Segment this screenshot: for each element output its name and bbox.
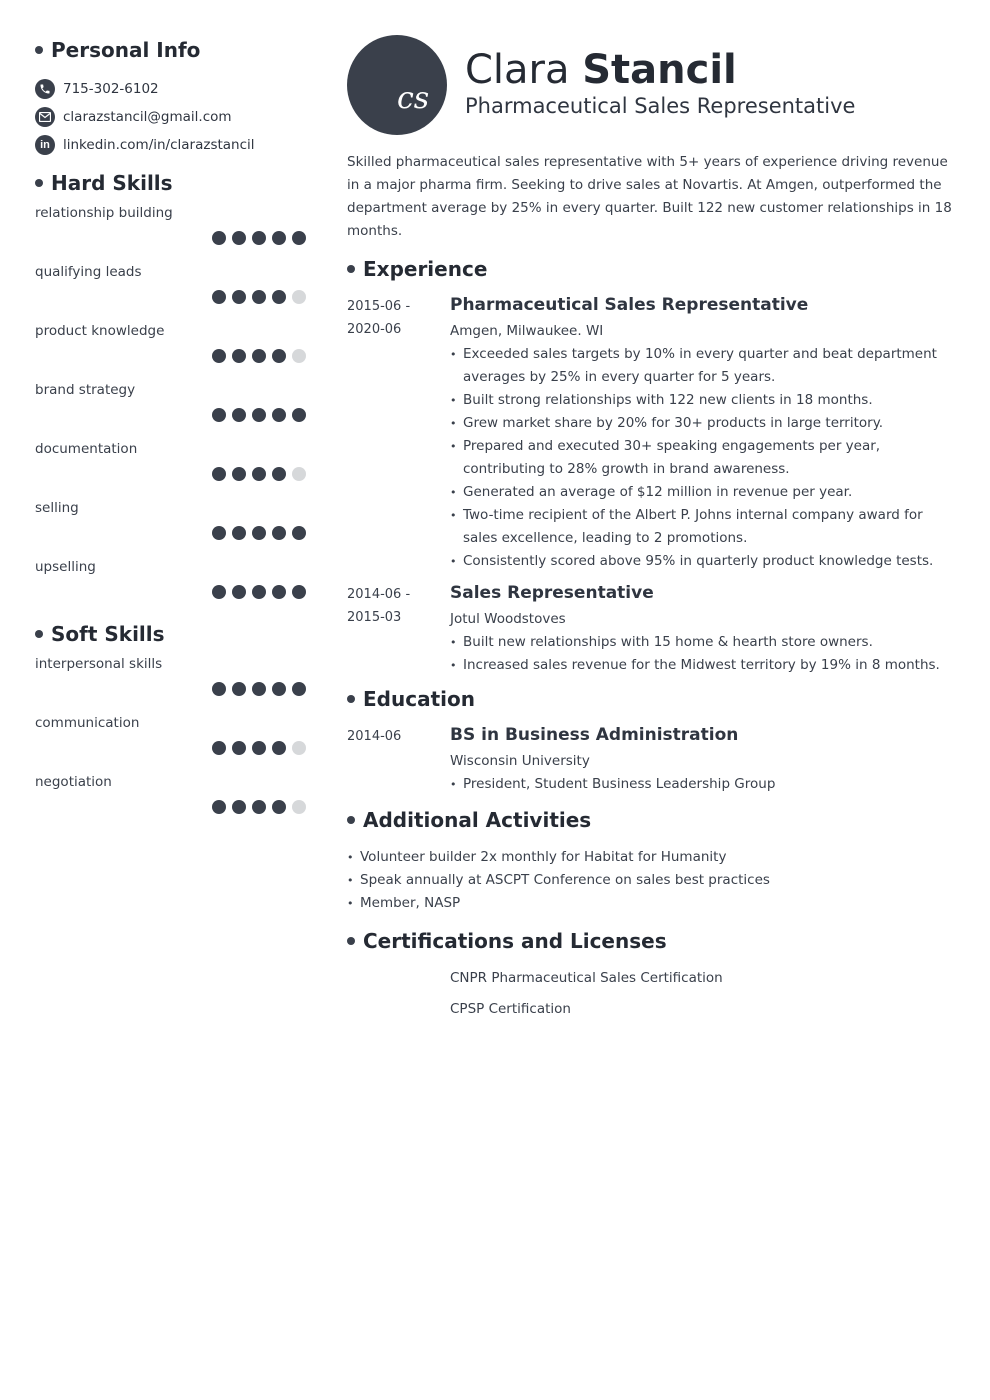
rating-dot-filled: [252, 585, 266, 599]
skill-item: [35, 323, 307, 382]
rating-dot-filled: [252, 290, 266, 304]
rating-dot-filled: [232, 800, 246, 814]
skill-item: [35, 500, 307, 559]
right-column: [347, 35, 957, 1029]
job-title: Pharmaceutical Sales Representative: [450, 295, 809, 315]
soft-skills-heading: [35, 622, 307, 646]
education-entry: [347, 725, 957, 796]
full-name: [465, 46, 855, 94]
bullet-dot-icon: [347, 937, 355, 945]
skill-name: interpersonal skills: [35, 656, 163, 672]
email-icon: [35, 107, 55, 127]
certifications-list: [450, 967, 957, 1021]
skill-item: [35, 715, 307, 774]
skill-rating: [212, 526, 306, 540]
soft-skills-list: [35, 656, 307, 833]
job-bullets: [450, 343, 957, 573]
certifications-section: [347, 929, 957, 1021]
rating-dot-empty: [292, 290, 306, 304]
rating-dot-filled: [212, 741, 226, 755]
job-org: Amgen, Milwaukee. WI: [450, 323, 604, 339]
rating-dot-filled: [272, 231, 286, 245]
skill-rating: [212, 585, 306, 599]
skill-rating: [212, 231, 306, 245]
job-body: [450, 583, 957, 677]
skill-rating: [212, 467, 306, 481]
rating-dot-filled: [272, 682, 286, 696]
rating-dot-filled: [212, 800, 226, 814]
rating-dot-filled: [272, 585, 286, 599]
skill-rating: [212, 408, 306, 422]
education-school: Wisconsin University: [450, 753, 590, 769]
personal-info-heading: [35, 38, 307, 62]
skill-item: [35, 559, 307, 618]
rating-dot-filled: [212, 231, 226, 245]
resume-header: [347, 35, 957, 135]
skill-rating: [212, 682, 306, 696]
job-date-end: 2015-03: [347, 610, 402, 625]
hard-skills-heading: [35, 171, 307, 195]
phone-icon: [35, 79, 55, 99]
education-title: Education: [363, 687, 475, 711]
list-item: • Grew market share by 20% for 30+ products in large territory.: [450, 412, 957, 435]
rating-dot-filled: [252, 349, 266, 363]
contact-linkedin: [35, 131, 307, 159]
skill-name: relationship building: [35, 205, 173, 221]
experience-heading: [347, 257, 957, 281]
rating-dot-filled: [252, 741, 266, 755]
rating-dot-filled: [212, 290, 226, 304]
rating-dot-filled: [252, 231, 266, 245]
bullet-dot-icon: [347, 816, 355, 824]
list-item: • Two-time recipient of the Albert P. Johns internal company award for sales excellence, leading to 2 promotions.: [450, 504, 957, 550]
list-item: • Exceeded sales targets by 10% in every quarter and beat department averages by 25% in every quarter for 5 years.: [450, 343, 957, 389]
list-item: • Speak annually at ASCPT Conference on sales best practices: [347, 869, 957, 892]
phone-text: 715-302-6102: [63, 81, 159, 97]
rating-dot-empty: [292, 349, 306, 363]
skill-item: [35, 656, 307, 715]
activities-title: Additional Activities: [363, 808, 592, 832]
rating-dot-filled: [292, 526, 306, 540]
left-column: [35, 38, 307, 833]
skill-item: [35, 382, 307, 441]
skill-name: documentation: [35, 441, 138, 457]
rating-dot-filled: [252, 526, 266, 540]
experience-title: Experience: [363, 257, 488, 281]
rating-dot-filled: [272, 408, 286, 422]
bullet-dot-icon: [35, 46, 43, 54]
list-item: • Prepared and executed 30+ speaking engagements per year, contributing to 28% growth in brand awareness.: [450, 435, 957, 481]
rating-dot-filled: [232, 585, 246, 599]
first-name: Clara: [465, 47, 570, 93]
rating-dot-filled: [292, 408, 306, 422]
list-item: • Built strong relationships with 122 new clients in 18 months.: [450, 389, 957, 412]
skill-name: selling: [35, 500, 79, 516]
education-section: [347, 687, 957, 796]
job-entry: [347, 583, 957, 677]
certifications-title: Certifications and Licenses: [363, 929, 667, 953]
rating-dot-filled: [272, 290, 286, 304]
list-item: • Generated an average of $12 million in revenue per year.: [450, 481, 957, 504]
hard-skills-list: [35, 205, 307, 618]
rating-dot-filled: [212, 408, 226, 422]
last-name: Stancil: [582, 47, 737, 93]
contact-list: [35, 75, 307, 159]
bullet-dot-icon: [35, 630, 43, 638]
rating-dot-filled: [272, 526, 286, 540]
bullet-dot-icon: [347, 695, 355, 703]
skill-rating: [212, 349, 306, 363]
education-bullets: [450, 773, 957, 796]
job-title: Sales Representative: [450, 583, 654, 603]
job-entry: [347, 295, 957, 573]
rating-dot-filled: [252, 682, 266, 696]
hard-skills-section: [35, 171, 307, 618]
jobs-list: [347, 295, 957, 677]
skill-item: [35, 774, 307, 833]
rating-dot-filled: [252, 408, 266, 422]
summary-text: Skilled pharmaceutical sales representative with 5+ years of experience driving revenue in a major pharma firm. Seeking to drive sales at Novartis. At Amgen, outperformed the department average by 25% in every quarter. Built 122 new customer relationships in 18 months.: [347, 154, 952, 239]
rating-dot-filled: [232, 231, 246, 245]
rating-dot-filled: [212, 682, 226, 696]
linkedin-text[interactable]: linkedin.com/in/clarazstancil: [63, 137, 255, 153]
rating-dot-empty: [292, 467, 306, 481]
education-body: [450, 725, 957, 796]
list-item: • Member, NASP: [347, 892, 957, 915]
soft-skills-section: [35, 622, 307, 833]
contact-phone: [35, 75, 307, 103]
rating-dot-empty: [292, 741, 306, 755]
activities-section: [347, 808, 957, 915]
rating-dot-filled: [272, 741, 286, 755]
job-title: Pharmaceutical Sales Representative: [465, 94, 856, 118]
monogram-avatar: [347, 35, 447, 135]
rating-dot-filled: [232, 290, 246, 304]
job-org: Jotul Woodstoves: [450, 611, 566, 627]
activities-heading: [347, 808, 957, 832]
job-bullets: [450, 631, 957, 677]
rating-dot-filled: [292, 231, 306, 245]
education-heading: [347, 687, 957, 711]
rating-dot-filled: [212, 467, 226, 481]
certifications-heading: [347, 929, 957, 953]
list-item: • Consistently scored above 95% in quarterly product knowledge tests.: [450, 550, 957, 573]
job-dates: [347, 583, 450, 677]
job-body: [450, 295, 957, 573]
skill-item: [35, 441, 307, 500]
rating-dot-filled: [212, 349, 226, 363]
activities-bullets: [347, 846, 957, 915]
monogram-text: cs: [397, 81, 430, 116]
rating-dot-filled: [292, 585, 306, 599]
rating-dot-empty: [292, 800, 306, 814]
list-item: • Increased sales revenue for the Midwest territory by 19% in 8 months.: [450, 654, 957, 677]
rating-dot-filled: [272, 467, 286, 481]
list-item: • President, Student Business Leadership Group: [450, 773, 957, 796]
skill-rating: [212, 290, 306, 304]
contact-email: [35, 103, 307, 131]
experience-section: [347, 257, 957, 677]
header-text: [465, 47, 856, 118]
rating-dot-filled: [212, 526, 226, 540]
rating-dot-filled: [232, 526, 246, 540]
skill-name: communication: [35, 715, 140, 731]
list-item: • Built new relationships with 15 home & hearth store owners.: [450, 631, 957, 654]
job-date-end: 2020-06: [347, 322, 402, 337]
certification-item: CNPR Pharmaceutical Sales Certification: [450, 970, 723, 986]
skill-name: negotiation: [35, 774, 112, 790]
rating-dot-filled: [232, 467, 246, 481]
rating-dot-filled: [232, 408, 246, 422]
skill-name: product knowledge: [35, 323, 165, 339]
linkedin-icon: in: [35, 135, 55, 155]
list-item: • Volunteer builder 2x monthly for Habitat for Humanity: [347, 846, 957, 869]
rating-dot-filled: [272, 800, 286, 814]
skill-rating: [212, 800, 306, 814]
rating-dot-filled: [292, 682, 306, 696]
job-date-start: 2015-06 -: [347, 299, 411, 314]
job-date-start: 2014-06 -: [347, 587, 411, 602]
skill-name: brand strategy: [35, 382, 136, 398]
rating-dot-filled: [252, 800, 266, 814]
personal-info-title: Personal Info: [51, 38, 201, 62]
rating-dot-filled: [232, 349, 246, 363]
skill-name: upselling: [35, 559, 96, 575]
certification-item: CPSP Certification: [450, 1001, 571, 1017]
rating-dot-filled: [232, 741, 246, 755]
rating-dot-filled: [212, 585, 226, 599]
bullet-dot-icon: [35, 179, 43, 187]
rating-dot-filled: [232, 682, 246, 696]
skill-item: [35, 264, 307, 323]
email-text[interactable]: clarazstancil@gmail.com: [63, 109, 232, 125]
skill-item: [35, 205, 307, 264]
rating-dot-filled: [252, 467, 266, 481]
hard-skills-title: Hard Skills: [51, 171, 173, 195]
skill-name: qualifying leads: [35, 264, 142, 280]
education-degree: BS in Business Administration: [450, 725, 739, 745]
job-dates: [347, 295, 450, 573]
bullet-dot-icon: [347, 265, 355, 273]
soft-skills-title: Soft Skills: [51, 622, 165, 646]
rating-dot-filled: [272, 349, 286, 363]
education-date: 2014-06: [347, 729, 402, 744]
skill-rating: [212, 741, 306, 755]
